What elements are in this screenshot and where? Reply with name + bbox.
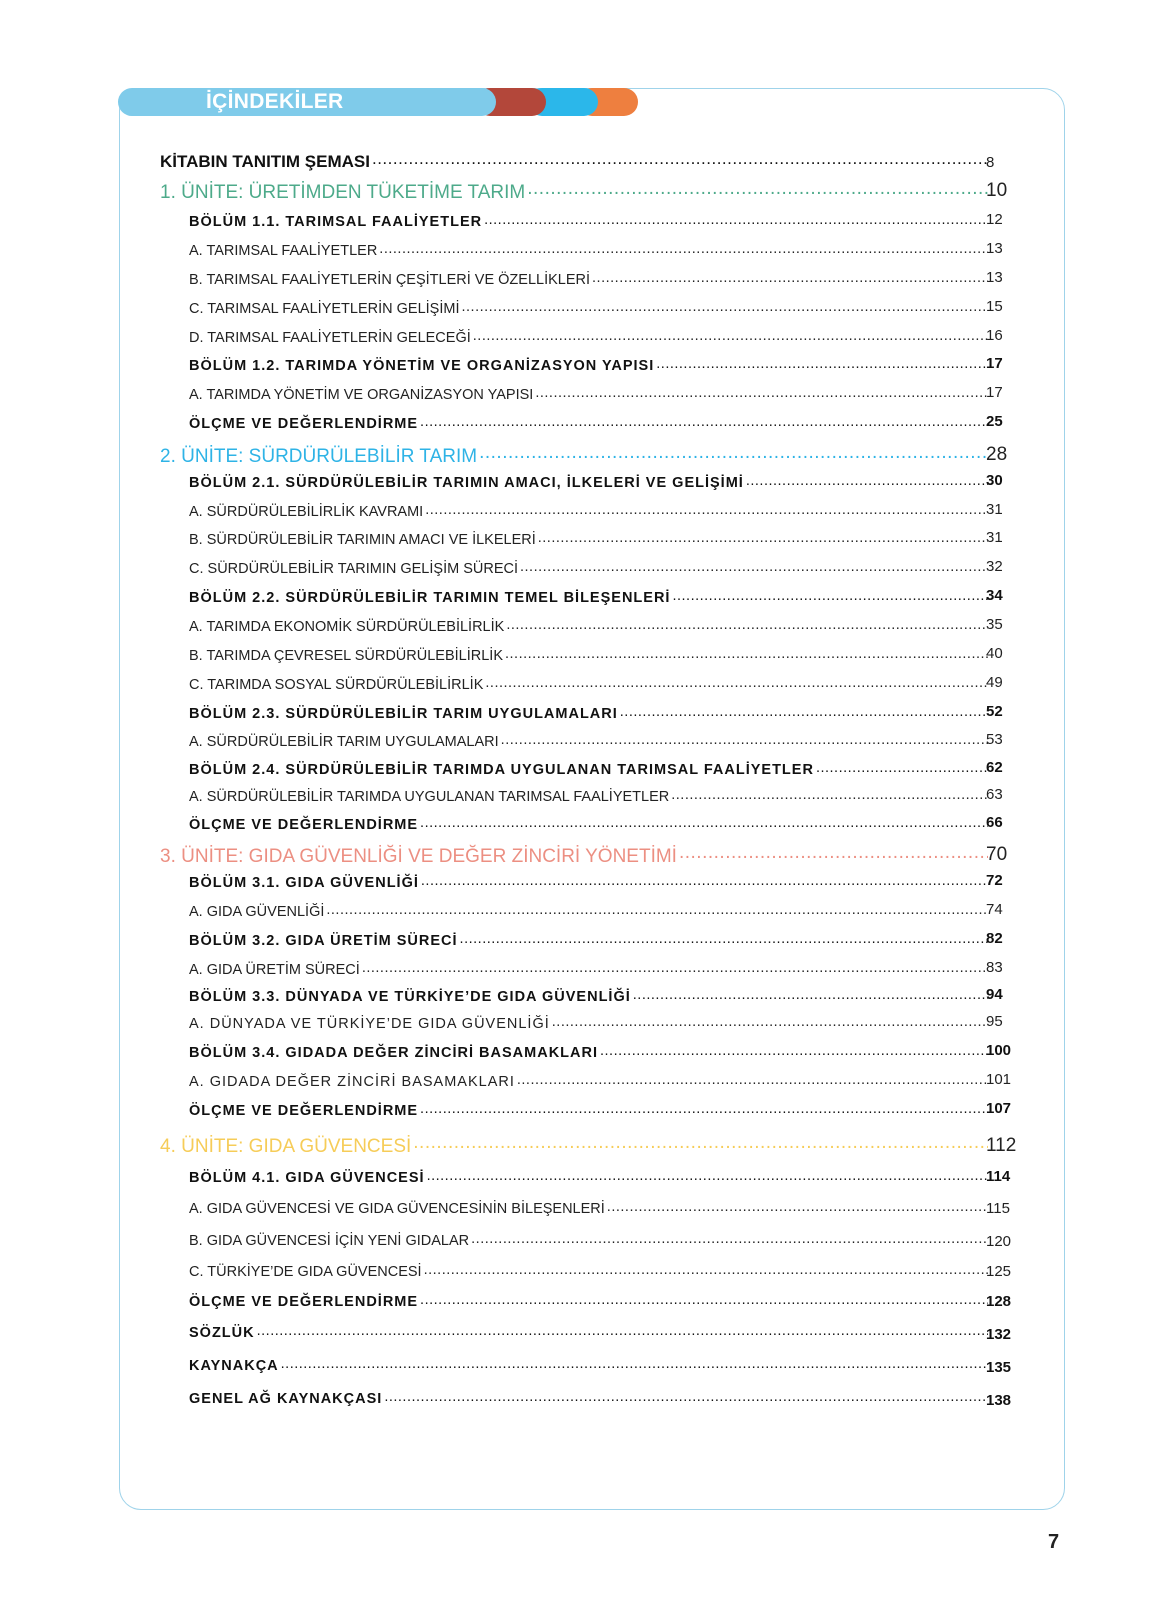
toc-leader-dots <box>485 674 988 689</box>
toc-entry-title: C. TARIMSAL FAALİYETLERİN GELİŞİMİ <box>189 300 460 317</box>
toc-entry-section-3-1[interactable] <box>189 872 992 891</box>
toc-entry-assessment[interactable] <box>189 1100 992 1119</box>
toc-leader-dots <box>362 959 988 974</box>
toc-leader-dots <box>552 1013 988 1028</box>
toc-leader-dots <box>607 1198 988 1213</box>
toc-leader-dots <box>372 150 988 167</box>
toc-entry-title: BÖLÜM 4.1. GIDA GÜVENCESİ <box>189 1169 425 1186</box>
toc-entry-title: A. TARIMDA EKONOMİK SÜRDÜRÜLEBİLİRLİK <box>189 618 505 635</box>
toc-entry-section-2-3[interactable] <box>189 703 992 722</box>
toc-entry-title: SÖZLÜK <box>189 1324 255 1341</box>
toc-entry-unit-3[interactable] <box>160 843 992 868</box>
toc-page-number: 100 <box>986 1042 1012 1059</box>
toc-entry-title: A. GIDA GÜVENLİĞİ <box>189 903 325 920</box>
toc-page-number: 16 <box>986 327 1003 344</box>
toc-page-number: 112 <box>986 1135 1017 1156</box>
toc-entry-title: ÖLÇME VE DEĞERLENDİRME <box>189 816 419 833</box>
toc-entry-subsection[interactable] <box>189 529 992 548</box>
toc-leader-dots <box>506 616 988 631</box>
toc-page-number: 10 <box>986 180 1008 201</box>
toc-leader-dots <box>421 872 988 887</box>
toc-leader-dots <box>420 1100 988 1115</box>
toc-page-number: 83 <box>986 959 1003 976</box>
toc-leader-dots <box>484 211 988 226</box>
toc-entry-subsection[interactable] <box>189 269 992 288</box>
toc-entry-subsection[interactable] <box>189 384 992 403</box>
toc-page-number: 15 <box>986 298 1003 315</box>
toc-entry-title: BÖLÜM 2.1. SÜRDÜRÜLEBİLİR TARIMIN AMACI, İLKELERİ VE GELİŞİMİ <box>189 474 744 491</box>
toc-entry-section-3-2[interactable] <box>189 930 992 949</box>
toc-page-number: 25 <box>986 413 1003 430</box>
toc-leader-dots <box>517 1071 988 1086</box>
toc-entry-title: KAYNAKÇA <box>189 1357 279 1374</box>
toc-entry-title: ÖLÇME VE DEĞERLENDİRME <box>189 1293 419 1310</box>
toc-entry-subsection[interactable] <box>189 558 992 577</box>
toc-leader-dots <box>656 355 988 370</box>
toc-entry-assessment[interactable] <box>189 413 992 432</box>
toc-leader-dots <box>384 1388 988 1403</box>
toc-page-number: 66 <box>986 814 1003 831</box>
toc-entry-subsection[interactable] <box>189 1013 992 1032</box>
toc-entry-title: B. TARIMDA ÇEVRESEL SÜRDÜRÜLEBİLİRLİK <box>189 647 503 664</box>
toc-leader-dots <box>420 814 988 829</box>
toc-entry-title: C. SÜRDÜRÜLEBİLİR TARIMIN GELİŞİM SÜRECİ <box>189 560 518 577</box>
toc-entry-section-1-1[interactable] <box>189 211 992 230</box>
toc-page-number: 128 <box>986 1293 1012 1310</box>
toc-page-number: 94 <box>986 986 1003 1003</box>
toc-entry-subsection[interactable] <box>189 1230 992 1249</box>
toc-entry-title: A. GIDA ÜRETİM SÜRECİ <box>189 961 360 978</box>
toc-leader-dots <box>420 413 988 428</box>
toc-entry-title: ÖLÇME VE DEĞERLENDİRME <box>189 415 419 432</box>
toc-leader-dots <box>460 930 988 945</box>
toc-entry-title: 3. ÜNİTE: GIDA GÜVENLİĞİ VE DEĞER ZİNCİRİ YÖNETİMİ <box>160 846 677 867</box>
toc-leader-dots <box>538 529 988 544</box>
toc-page-number: 63 <box>986 786 1003 803</box>
toc-entry-title: BÖLÜM 2.4. SÜRDÜRÜLEBİLİR TARIMDA UYGULANAN TARIMSAL FAALİYETLER <box>189 761 814 778</box>
toc-page-number: 31 <box>986 529 1003 546</box>
toc-entry-section-1-2[interactable] <box>189 355 992 374</box>
toc-page-number: 34 <box>986 587 1003 604</box>
toc-entry-section-2-2[interactable] <box>189 587 992 606</box>
toc-entry-title: A. SÜRDÜRÜLEBİLİR TARIM UYGULAMALARI <box>189 733 499 750</box>
toc-entry-title: KİTABIN TANITIM ŞEMASI <box>160 152 370 171</box>
toc-entry-title: BÖLÜM 3.3. DÜNYADA VE TÜRKİYE’DE GIDA GÜVENLİĞİ <box>189 988 631 1005</box>
toc-leader-dots <box>473 327 988 342</box>
toc-page-number: 82 <box>986 930 1003 947</box>
toc-page-number: 135 <box>986 1359 1012 1376</box>
toc-page-number: 115 <box>986 1200 1010 1217</box>
toc-page-number: 72 <box>986 872 1003 889</box>
toc-page-number: 31 <box>986 501 1003 518</box>
toc-page-number: 120 <box>986 1233 1012 1250</box>
toc-entry-unit-4[interactable] <box>160 1133 992 1158</box>
toc-leader-dots <box>746 472 988 487</box>
toc-entry-section-3-4[interactable] <box>189 1042 992 1061</box>
toc-entry-title: A. GIDA GÜVENCESİ VE GIDA GÜVENCESİNİN BİLEŞENLERİ <box>189 1200 605 1217</box>
toc-leader-dots <box>816 759 988 774</box>
toc-leader-dots <box>479 443 988 462</box>
toc-leader-dots <box>379 240 988 255</box>
toc-entry-title: C. TARIMDA SOSYAL SÜRDÜRÜLEBİLİRLİK <box>189 676 484 693</box>
toc-entry-title: BÖLÜM 1.2. TARIMDA YÖNETİM VE ORGANİZASYON YAPISI <box>189 357 655 374</box>
toc-entry-unit-2[interactable] <box>160 443 992 468</box>
toc-entry-title: A. GIDADA DEĞER ZİNCİRİ BASAMAKLARI <box>189 1073 515 1090</box>
toc-page-number: 30 <box>986 472 1003 489</box>
toc-page-number: 28 <box>986 444 1008 465</box>
toc-entry-title: 4. ÜNİTE: GIDA GÜVENCESİ <box>160 1136 412 1157</box>
toc-page-number: 40 <box>986 645 1003 662</box>
toc-leader-dots <box>420 1291 988 1306</box>
toc-entry-subsection[interactable] <box>189 1071 992 1090</box>
toc-leader-dots <box>535 384 988 399</box>
toc-leader-dots <box>413 1133 988 1152</box>
toc-entry-assessment[interactable] <box>189 814 992 833</box>
toc-entry-subsection[interactable] <box>189 786 992 805</box>
toc-page-number: 17 <box>986 355 1003 372</box>
toc-entry-title: 1. ÜNİTE: ÜRETİMDEN TÜKETİME TARIM <box>160 182 526 203</box>
toc-entry-subsection[interactable] <box>189 959 992 978</box>
toc-entry-subsection[interactable] <box>189 674 992 693</box>
toc-entry-title: BÖLÜM 3.2. GIDA ÜRETİM SÜRECİ <box>189 932 458 949</box>
toc-entry-section-4-1[interactable] <box>189 1167 992 1186</box>
toc-page-number: 12 <box>986 211 1003 228</box>
toc-leader-dots <box>592 269 988 284</box>
toc-entry-title: B. GIDA GÜVENCESİ İÇİN YENİ GIDALAR <box>189 1232 470 1249</box>
toc-entry-subsection[interactable] <box>189 616 992 635</box>
toc-entry-web-references[interactable] <box>189 1388 992 1407</box>
toc-page-number: 35 <box>986 616 1003 633</box>
toc-leader-dots <box>281 1355 988 1370</box>
toc-page-number: 13 <box>986 240 1003 257</box>
toc-page-number: 53 <box>986 731 1003 748</box>
toc-leader-dots <box>425 501 988 516</box>
toc-leader-dots <box>520 558 988 573</box>
toc-entry-title: B. SÜRDÜRÜLEBİLİR TARIMIN AMACI VE İLKELERİ <box>189 531 536 548</box>
toc-entry-subsection[interactable] <box>189 1261 992 1280</box>
toc-entry-title: D. TARIMSAL FAALİYETLERİN GELECEĞİ <box>189 329 471 346</box>
toc-entry-subsection[interactable] <box>189 327 992 346</box>
toc-entry-title: A. SÜRDÜRÜLEBİLİR TARIMDA UYGULANAN TARIMSAL FAALİYETLER <box>189 788 670 805</box>
toc-entry-title: A. DÜNYADA VE TÜRKİYE’DE GIDA GÜVENLİĞİ <box>189 1015 550 1032</box>
page-number: 7 <box>1048 1531 1060 1553</box>
page-title: İÇİNDEKİLER <box>206 90 344 113</box>
toc-entry-subsection[interactable] <box>189 501 992 520</box>
toc-entry-subsection[interactable] <box>189 731 992 750</box>
toc-leader-dots <box>505 645 988 660</box>
toc-page-number: 114 <box>986 1168 1011 1185</box>
toc-entry-title: BÖLÜM 3.4. GIDADA DEĞER ZİNCİRİ BASAMAKLARI <box>189 1044 598 1061</box>
toc-entry-subsection[interactable] <box>189 1198 992 1217</box>
toc-leader-dots <box>461 298 988 313</box>
toc-page-number: 17 <box>986 384 1003 401</box>
toc-leader-dots <box>600 1042 988 1057</box>
toc-entry-subsection[interactable] <box>189 240 992 259</box>
toc-entry-title: BÖLÜM 2.2. SÜRDÜRÜLEBİLİR TARIMIN TEMEL BİLEŞENLERİ <box>189 589 671 606</box>
toc-leader-dots <box>633 986 988 1001</box>
toc-page-number: 49 <box>986 674 1003 691</box>
toc-entry-unit-1[interactable] <box>160 179 992 204</box>
toc-entry-title: BÖLÜM 2.3. SÜRDÜRÜLEBİLİR TARIM UYGULAMALARI <box>189 705 618 722</box>
toc-entry-title: ÖLÇME VE DEĞERLENDİRME <box>189 1102 419 1119</box>
toc-leader-dots <box>671 786 988 801</box>
toc-leader-dots <box>679 843 988 862</box>
toc-page-number: 13 <box>986 269 1003 286</box>
toc-leader-dots <box>427 1167 988 1182</box>
toc-entry-subsection[interactable] <box>189 645 992 664</box>
toc-entry-title: A. TARIMSAL FAALİYETLER <box>189 242 378 259</box>
toc-page-number: 107 <box>986 1100 1012 1117</box>
toc-entry-title: B. TARIMSAL FAALİYETLERİN ÇEŞİTLERİ VE ÖZELLİKLERİ <box>189 271 591 288</box>
toc-entry-book-intro[interactable] <box>160 150 995 172</box>
toc-page-number: 125 <box>986 1263 1012 1280</box>
toc-entry-glossary[interactable] <box>189 1322 992 1341</box>
toc-entry-subsection[interactable] <box>189 298 992 317</box>
toc-leader-dots <box>424 1261 988 1276</box>
toc-page-number: 52 <box>986 703 1003 720</box>
toc-leader-dots <box>326 901 988 916</box>
toc-entry-section-3-3[interactable] <box>189 986 992 1005</box>
toc-page-number: 70 <box>986 844 1008 865</box>
toc-page-number: 32 <box>986 558 1003 575</box>
toc-page-number: 8 <box>986 154 995 171</box>
toc-entry-title: C. TÜRKİYE’DE GIDA GÜVENCESİ <box>189 1263 422 1280</box>
toc-page-number: 95 <box>986 1013 1003 1030</box>
toc-entry-section-2-4[interactable] <box>189 759 992 778</box>
toc-leader-dots <box>672 587 988 602</box>
toc-leader-dots <box>257 1322 988 1337</box>
toc-entry-title: 2. ÜNİTE: SÜRDÜRÜLEBİLİR TARIM <box>160 446 478 467</box>
toc-entry-title: BÖLÜM 3.1. GIDA GÜVENLİĞİ <box>189 874 419 891</box>
toc-page-number: 132 <box>986 1326 1012 1343</box>
toc-leader-dots <box>471 1230 988 1245</box>
toc-entry-assessment[interactable] <box>189 1291 992 1310</box>
toc-page-number: 101 <box>986 1071 1012 1088</box>
toc-page-number: 138 <box>986 1392 1012 1409</box>
toc-entry-subsection[interactable] <box>189 901 992 920</box>
toc-leader-dots <box>527 179 988 198</box>
toc-entry-title: A. TARIMDA YÖNETİM VE ORGANİZASYON YAPISI <box>189 386 534 403</box>
toc-leader-dots <box>620 703 988 718</box>
toc-entry-title: GENEL AĞ KAYNAKÇASI <box>189 1390 383 1407</box>
toc-leader-dots <box>501 731 988 746</box>
toc-entry-title: A. SÜRDÜRÜLEBİLİRLİK KAVRAMI <box>189 503 424 520</box>
toc-entry-section-2-1[interactable] <box>189 472 992 491</box>
toc-page-number: 74 <box>986 901 1003 918</box>
toc-entry-references[interactable] <box>189 1355 992 1374</box>
toc-entry-title: BÖLÜM 1.1. TARIMSAL FAALİYETLER <box>189 213 483 230</box>
toc-page-number: 62 <box>986 759 1003 776</box>
